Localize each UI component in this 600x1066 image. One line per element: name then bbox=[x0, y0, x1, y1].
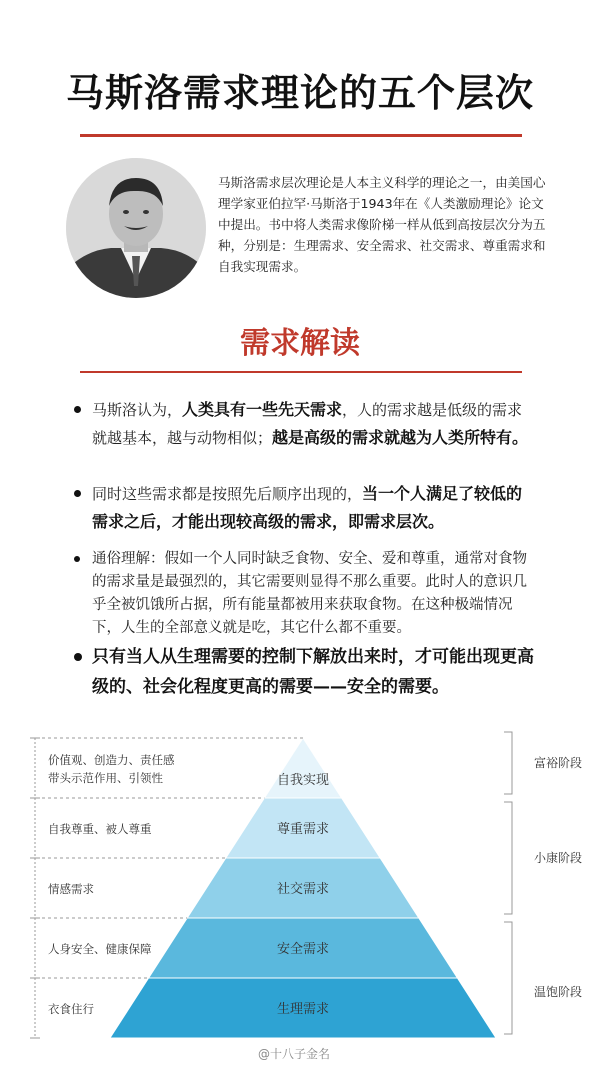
pyramid-level-label: 生理需求 bbox=[276, 1002, 330, 1017]
section-divider bbox=[80, 371, 522, 373]
pyramid-level-label: 自我实现 bbox=[276, 773, 330, 788]
stage-bracket bbox=[504, 732, 512, 794]
bullet-sequence: 同时这些需求都是按照先后顺序出现的，当一个人满足了较低的需求之后，才能出现较高级的需求，即需求层次。 bbox=[92, 480, 532, 536]
bullet-dot-icon bbox=[74, 490, 81, 497]
bullet-dot-icon bbox=[74, 556, 80, 562]
page-title: 马斯洛需求理论的五个层次 bbox=[65, 71, 534, 115]
bullet-dot-icon bbox=[74, 406, 81, 413]
level-description: 衣食住行 bbox=[48, 1002, 94, 1016]
watermark: @十八子金名 bbox=[258, 1047, 331, 1061]
portrait-photo bbox=[66, 158, 206, 298]
level-description: 情感需求 bbox=[48, 882, 94, 896]
pyramid-svg bbox=[0, 728, 600, 1048]
stage-label: 温饱阶段 bbox=[534, 985, 583, 999]
level-description: 价值观、创造力、责任感 bbox=[48, 753, 175, 767]
section-title: 需求解读 bbox=[240, 326, 360, 361]
level-description: 带头示范作用、引领性 bbox=[48, 771, 163, 785]
stage-bracket bbox=[504, 802, 512, 914]
title-divider bbox=[80, 134, 522, 137]
stage-bracket bbox=[504, 922, 512, 1034]
maslow-pyramid-diagram bbox=[0, 728, 600, 1048]
bullet-plain-explanation: 通俗理解：假如一个人同时缺乏食物、安全、爱和尊重，通常对食物的需求量是最强烈的，其它需要则显得不那么重要。此时人的意识几乎全被饥饿所占据，所有能量都被用来获取食物。在这种极端情况下，人生的全部意义就是吃，其它什么都不重要。 bbox=[92, 548, 532, 640]
pyramid-level-label: 安全需求 bbox=[276, 942, 330, 957]
intro-paragraph: 马斯洛需求层次理论是人本主义科学的理论之一，由美国心理学家亚伯拉罕·马斯洛于1943年在《人类激励理论》论文中提出。书中将人类需求像阶梯一样从低到高按层次分为五种，分别是：生理需求、安全需求、社交需求、尊重需求和自我实现需求。 bbox=[218, 175, 546, 274]
bullet-innate-needs: 马斯洛认为，人类具有一些先天需求，人的需求越是低级的需求就越基本，越与动物相似；越是高级的需求就越为人类所特有。 bbox=[92, 396, 532, 452]
bullet-conclusion: 只有当人从生理需要的控制下解放出来时，才可能出现更高级的、社会化程度更高的需要——安全的需要。 bbox=[92, 642, 542, 702]
level-description: 人身安全、健康保障 bbox=[48, 942, 152, 956]
level-description: 自我尊重、被人尊重 bbox=[48, 822, 152, 836]
stage-label: 小康阶段 bbox=[534, 851, 583, 865]
pyramid-level-label: 社交需求 bbox=[276, 882, 330, 897]
stage-label: 富裕阶段 bbox=[534, 756, 583, 770]
pyramid-level-label: 尊重需求 bbox=[276, 822, 330, 837]
pyramid-level bbox=[264, 738, 341, 798]
bullet-dot-icon bbox=[74, 653, 82, 661]
